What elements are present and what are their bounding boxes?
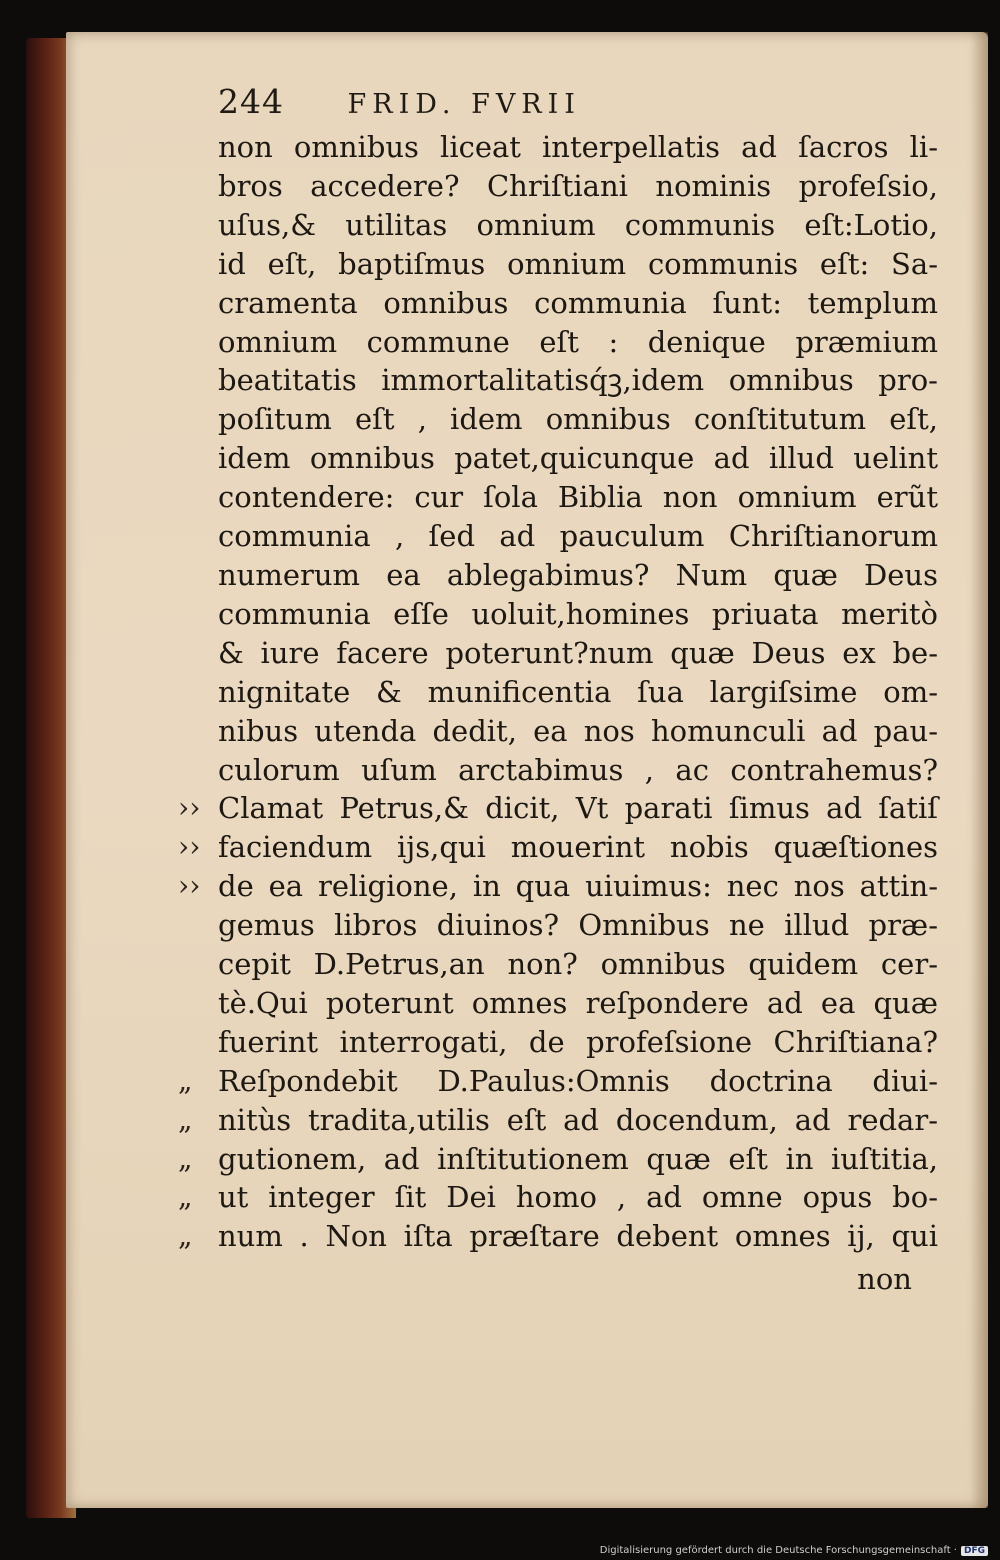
text-line [218, 517, 938, 556]
quotation-marker: „ [178, 1180, 193, 1214]
text-line-content: nignitate & munificentia ſua largiſsime om- [218, 674, 938, 709]
text-line [218, 323, 938, 362]
text-line [178, 828, 938, 867]
text-line-content: communia eſſe uoluit,homines priuata meritò [218, 596, 938, 631]
text-line-content: ut integer ſit Dei homo , ad omne opus bo- [218, 1180, 938, 1215]
quotation-marker: ›› [178, 830, 201, 864]
text-line-content: tè.Qui poterunt omnes reſpondere ad ea quæ [218, 985, 938, 1020]
text-line [178, 1140, 938, 1179]
text-line [178, 789, 938, 828]
text-line [218, 906, 938, 945]
quotation-marker: ›› [178, 869, 201, 903]
page-number: 244 [218, 82, 284, 121]
catchword: non [857, 1262, 912, 1296]
text-line-content: omnium commune eſt : denique præmium [218, 324, 938, 359]
text-line-content: cramenta omnibus communia ſunt: templum [218, 285, 938, 320]
text-line [218, 945, 938, 984]
text-line-content: non omnibus liceat interpellatis ad ſacros li- [218, 130, 938, 164]
text-line [218, 478, 938, 517]
text-line-content: de ea religione, in qua uiuimus: nec nos attin- [218, 869, 938, 904]
text-line [218, 556, 938, 595]
text-line [178, 1217, 938, 1256]
text-line [218, 245, 938, 284]
text-line-content: beatitatis immortalitatisq́ꝫ,idem omnibus pro- [218, 363, 938, 398]
text-line-content: gutionem, ad inſtitutionem quæ eſt in iuſtitia, [218, 1141, 938, 1176]
text-line [178, 867, 938, 906]
text-line-content: uſus,& utilitas omnium communis eſt:Lotio, [218, 207, 938, 242]
quotation-marker: ›› [178, 791, 201, 825]
footer-credit [600, 1545, 988, 1556]
text-line [178, 1101, 938, 1140]
text-line-content: Clamat Petrus,& dicit, Vt parati ſimus ad ſatiſ [218, 791, 938, 826]
text-line [178, 1062, 938, 1101]
text-line-content: id eſt, baptiſmus omnium communis eſt: Sa- [218, 246, 938, 281]
page-header [218, 82, 581, 121]
quotation-marker: „ [178, 1219, 193, 1253]
text-line-content: cepit D.Petrus,an non? omnibus quidem cer- [218, 947, 938, 982]
text-line-content: idem omnibus patet,quicunque ad illud uelint [218, 441, 938, 476]
text-line-content: gemus libros diuinos? Omnibus ne illud præ- [218, 908, 938, 943]
body-text [178, 128, 938, 1256]
text-line-content: num . Non iſta præſtare debent omnes ij, qui [218, 1219, 938, 1254]
text-line [218, 361, 938, 400]
footer-credit-text: Digitalisierung gefördert durch die Deutsche Forschungsgemeinschaft · [599, 1545, 957, 1556]
text-line [218, 206, 938, 245]
text-line [218, 1023, 938, 1062]
text-line [218, 673, 938, 712]
running-head: FRID. FVRII [347, 89, 581, 120]
text-line [218, 984, 938, 1023]
text-line-content: numerum ea ablegabimus? Num quæ Deus [218, 557, 938, 592]
text-line-content: & iure facere poterunt?num quæ Deus ex be- [218, 635, 938, 670]
text-line-content: contendere: cur ſola Biblia non omnium erũt [218, 480, 938, 515]
quotation-marker: „ [178, 1063, 193, 1097]
text-line [218, 634, 938, 673]
quotation-marker: „ [178, 1102, 193, 1136]
text-line [218, 712, 938, 751]
text-line [218, 595, 938, 634]
text-line [218, 284, 938, 323]
text-line-content: fuerint interrogati, de profeſsione Chriſtiana? [218, 1024, 938, 1059]
text-line [218, 439, 938, 478]
dfg-logo: DFG [961, 1546, 988, 1556]
text-line-content: nitùs tradita,utilis eſt ad docendum, ad redar- [218, 1102, 938, 1137]
text-line [218, 400, 938, 439]
text-line-content: faciendum ijs,qui mouerint nobis quæſtiones [218, 830, 938, 865]
text-line-content: Reſpondebit D.Paulus:Omnis doctrina diui- [218, 1063, 938, 1098]
text-line-content: culorum uſum arctabimus , ac contrahemus? [218, 752, 938, 787]
text-line-content: nibus utenda dedit, ea nos homunculi ad pau- [218, 713, 938, 748]
text-line-content: bros accedere? Chriſtiani nominis profeſsio, [218, 168, 938, 203]
text-line [218, 167, 938, 206]
text-line [218, 751, 938, 790]
text-line [178, 1178, 938, 1217]
text-line-content: poſitum eſt , idem omnibus conſtitutum eſt, [218, 402, 938, 437]
text-line-content: communia , ſed ad pauculum Chriſtianorum [218, 519, 938, 554]
quotation-marker: „ [178, 1141, 193, 1175]
text-line [218, 128, 938, 167]
